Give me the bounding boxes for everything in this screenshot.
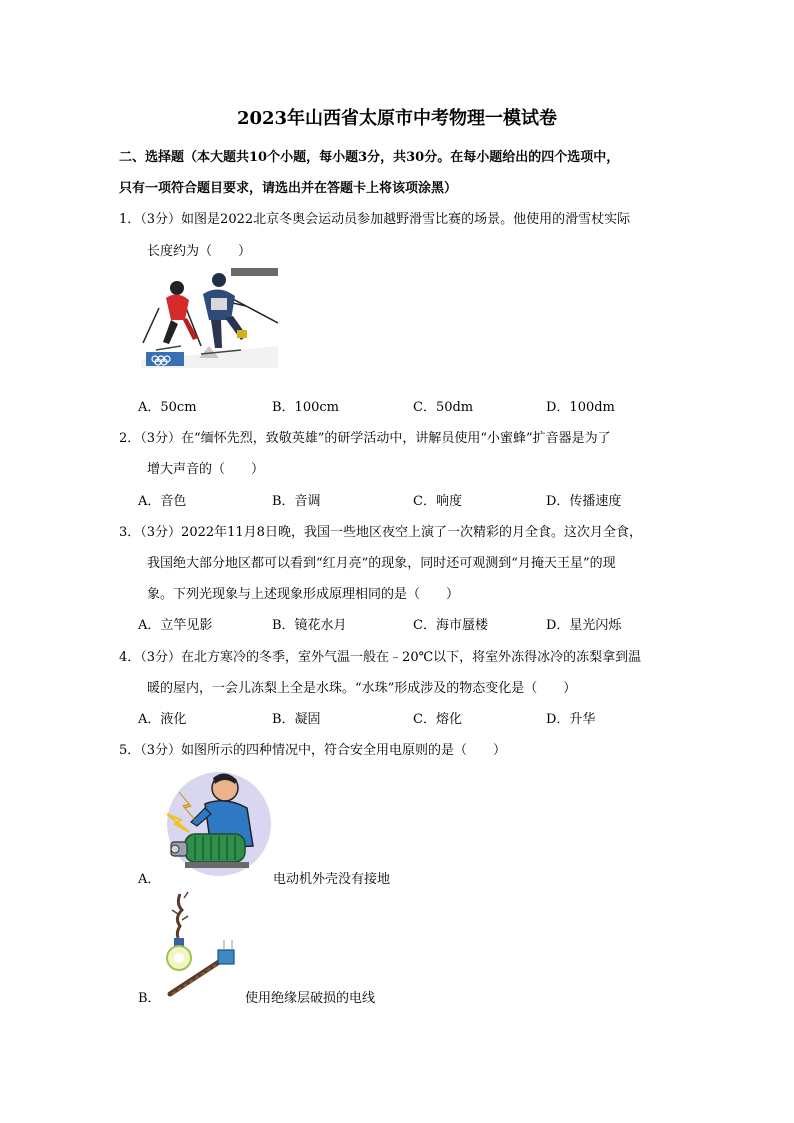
question-3-stem: 3．（3分）2022年11月8日晚，我国一些地区夜空上演了一次精彩的月全食。这次月全食， (119, 525, 642, 540)
question-2-stem-cont: 增大声音的（ ） (147, 462, 265, 477)
question-4-option-a: A．液化 (138, 712, 187, 727)
question-5-option-a-caption: 电动机外壳没有接地 (273, 872, 391, 887)
question-2-option-d: D．传播速度 (546, 494, 622, 509)
question-5-option-a-letter: A． (138, 872, 161, 887)
question-1-option-b: B．100cm (272, 400, 339, 415)
question-1-stem-cont: 长度约为（ ） (147, 244, 252, 259)
question-3-stem-cont-1: 我国绝大部分地区都可以看到“红月亮”的现象，同时还可观测到“月掩天王星”的现 (147, 556, 616, 571)
section-instructions-line1: 二、选择题（本大题共10个小题，每小题3分，共30分。在每小题给出的四个选项中， (119, 150, 620, 165)
question-3-option-c: C．海市蜃楼 (413, 618, 488, 633)
skiing-image (141, 268, 278, 368)
question-4-option-c: C．熔化 (413, 712, 462, 727)
question-2-option-c: C．响度 (413, 494, 462, 509)
question-3-option-b: B．镜花水月 (272, 618, 347, 633)
question-3-option-a: A．立竿见影 (138, 618, 213, 633)
question-1-option-a: A．50cm (138, 400, 197, 415)
question-1-stem: 1．（3分）如图是2022北京冬奥会运动员参加越野滑雪比赛的场景。他使用的滑雪杖实际 (119, 212, 631, 227)
question-4-stem-cont: 暖的屋内，一会儿冻梨上全是水珠。“水珠”形成涉及的物态变化是（ ） (147, 681, 577, 696)
question-1-option-d: D．100dm (546, 400, 615, 415)
question-5-option-b-letter: B． (138, 991, 161, 1006)
question-2-option-a: A．音色 (138, 494, 187, 509)
question-2-stem: 2．（3分）在“缅怀先烈，致敬英雄”的研学活动中，讲解员使用“小蜜蜂”扩音器是为了 (119, 431, 611, 446)
question-1-option-c: C．50dm (413, 400, 474, 415)
question-2-option-b: B．音调 (272, 494, 321, 509)
motor-shock-image (165, 764, 273, 876)
damaged-wire-image (162, 890, 242, 998)
question-3-stem-cont-2: 象。下列光现象与上述现象形成原理相同的是（ ） (147, 587, 460, 602)
question-4-stem: 4．（3分）在北方寒冷的冬季，室外气温一般在﹣20℃以下，将室外冻得冰冷的冻梨拿到温 (119, 650, 642, 665)
question-4-option-b: B．凝固 (272, 712, 321, 727)
question-3-option-d: D．星光闪烁 (546, 618, 622, 633)
question-4-option-d: D．升华 (546, 712, 596, 727)
section-instructions-line2: 只有一项符合题目要求，请选出并在答题卡上将该项涂黑） (119, 181, 458, 196)
question-5-stem: 5．（3分）如图所示的四种情况中，符合安全用电原则的是（ ） (119, 743, 507, 758)
page-title: 2023年山西省太原市中考物理一模试卷 (236, 108, 558, 129)
question-5-option-b-caption: 使用绝缘层破损的电线 (245, 991, 376, 1006)
